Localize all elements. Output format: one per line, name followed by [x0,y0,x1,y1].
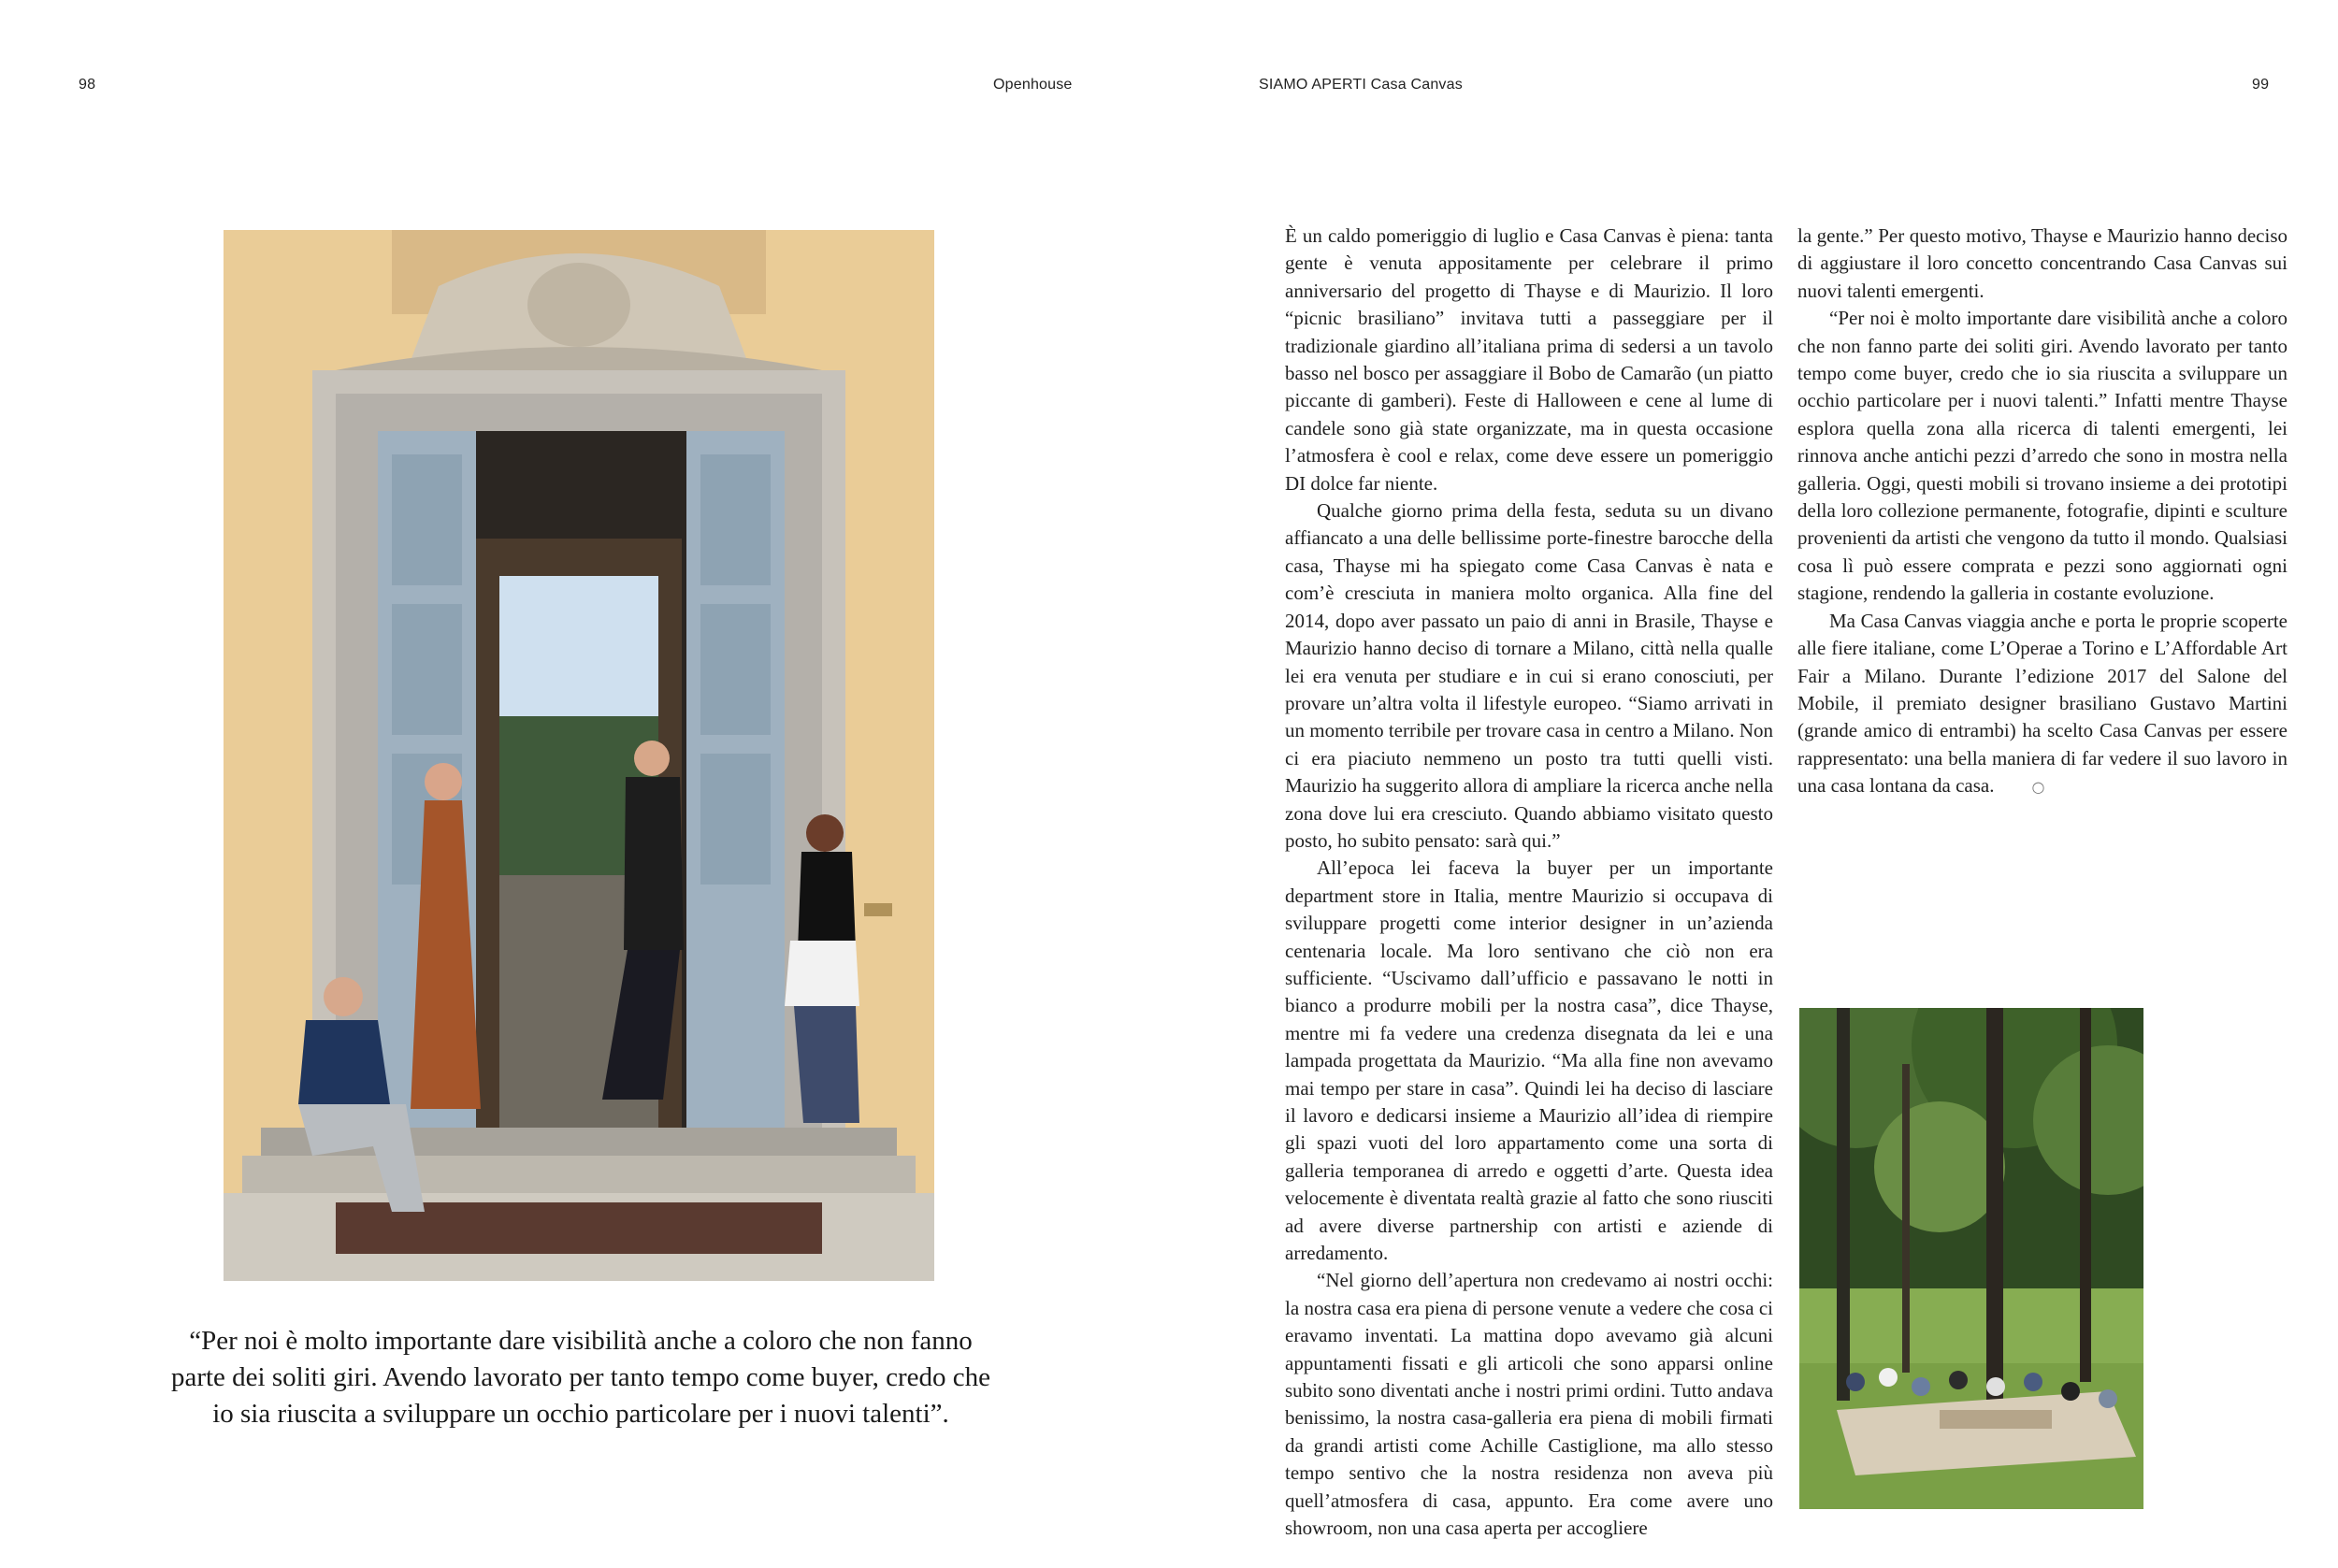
pull-quote: “Per noi è molto importante dare visibilità anche a coloro che non fanno parte dei soliti giri. Avendo lavorato per tanto tempo come buyer, credo che io sia riuscita a sviluppare un occhio particolare per i nuovi talenti”. [170,1326,991,1429]
magazine-title: Openhouse [993,77,1073,93]
article-paragraph: All’epoca lei faceva la buyer per un importante department store in Italia, mentre Maurizio si occupava di sviluppare progetti come interior designer in un’azienda centenaria locale. Ma loro sentivano che ciò non era sufficiente. “Uscivamo dall’ufficio e passavano le notti in bianco a produrre mobili per la nostra casa”, dice Thayse, mentre mi fa vedere una credenza disegnata da lei e una lampada progettata da Maurizio. “Ma alla fine non avevamo mai tempo per stare in casa”. Quindi lei ha deciso di lasciare il lavoro e dedicarsi insieme a Maurizio all’idea di riempire gli spazi vuoti del loro appartamento come una sorta di galleria temporanea di arredo e oggetti d’arte. Questa idea velocemente è diventata realtà grazie al fatto che sono riusciti ad avere diverse partnership con artisti e aziende di arredamento. [1285,856,1773,1265]
section-title: SIAMO APERTI Casa Canvas [1259,77,1463,93]
end-of-article-icon: ○ [2031,778,2045,797]
doorway-photo [224,230,934,1281]
article-paragraph: È un caldo pomeriggio di luglio e Casa Canvas è piena: tanta gente è venuta appositamente per celebrare il primo anniversario del progetto di Thayse e di Maurizio. Il loro “picnic brasiliano” invitava tutti a passeggiare per il tradizionale giardino all’italiana prima di sedersi a un tavolo basso nel bosco per assaggiare il Bobo de Camarão (un piatto piccante di gamberi). Feste di Halloween e cene al lume di candele sono già state organizzate, ma in questa occasione l’atmosfera è cool e relax, come deve essere un pomeriggio DI dolce far niente. [1285,224,1773,495]
page-number-left: 98 [79,77,96,93]
article-paragraph: “Nel giorno dell’apertura non credevamo ai nostri occhi: la nostra casa era piena di persone venute a vedere che cosa ci eravamo inventati. La mattina dopo avevamo già alcuni appuntamenti fissati e gli articoli che sono apparsi online subito sono diventati anche i nostri primi ordini. Tutto andava benissimo, la nostra casa-galleria era piena di mobili firmati da grandi artisti come Achille Castiglione, ma allo stesso tempo sentivo che la nostra residenza non aveva più quell’atmosfera di casa, appunto. Era come avere uno showroom, non una casa aperta per accogliere [1285,1269,1773,1540]
page-number-right: 99 [2252,77,2270,93]
article-paragraph: Qualche giorno prima della festa, seduta su un divano affiancato a una delle bellissime porte-finestre barocche della casa, Thayse mi ha spiegato come Casa Canvas è nata e com’è cresciuta in maniera molto organica. Alla fine del 2014, dopo aver passato un paio di anni in Brasile, Thayse e Maurizio hanno deciso di tornare a Milano, città nella qualle lei era venuta per studiare e in cui si erano conosciuti, per provare un’altra volta il lifestyle europeo. “Siamo arrivati in un momento terribile per trovare casa in centro a Milano. Non ci era piaciuto nemmeno un posto tra tutti quelli visti. Maurizio ha suggerito allora di ampliare la ricerca anche nella zona dove lui era cresciuto. Quando abbiamo visitato questo posto, ho subito pensato: sarà qui.” [1285,499,1773,852]
article-paragraph: la gente.” Per questo motivo, Thayse e Maurizio hanno deciso di aggiustare il loro concetto concentrando Casa Canvas sui nuovi talenti emergenti. [1797,224,2287,302]
article-paragraph-text: Ma Casa Canvas viaggia anche e porta le proprie scoperte alle fiere italiane, come L’Operae a Torino e L’Affordable Art Fair a Milano. Durante l’edizione 2017 del Salone del Mobile, il premiato designer brasiliano Gustavo Martini (grande amico di entrambi) ha scelto Casa Canvas per essere rappresentato: una bella maniera di far vedere il suo lavoro in una casa lontana da casa. [1797,609,2287,798]
article-paragraph: “Per noi è molto importante dare visibilità anche a coloro che non fanno parte dei soliti giri. Avendo lavorato per tanto tempo come buyer, credo che io sia riuscita a sviluppare un occhio particolare per i nuovi talenti.” Infatti mentre Thayse esplora quella zona alla ricerca di talenti emergenti, lei rinnova anche antichi pezzi d’arredo che sono in mostra nella galleria. Oggi, questi mobili si trovano insieme a dei prototipi della loro collezione permanente, fotografie, dipinti e sculture provenienti da artisti che vengono da tutto il mondo. Qualsiasi cosa lì può essere comprata e pezzi sono aggiornati ogni stagione, rendendo la galleria in costante evoluzione. [1797,307,2287,605]
article-paragraph [1797,608,2287,801]
article-column-1 [1285,223,1773,1543]
doorway-illustration [224,230,934,1281]
picnic-photo [1799,1008,2143,1509]
article-column-2 [1797,223,2287,801]
picnic-illustration [1799,1008,2143,1509]
